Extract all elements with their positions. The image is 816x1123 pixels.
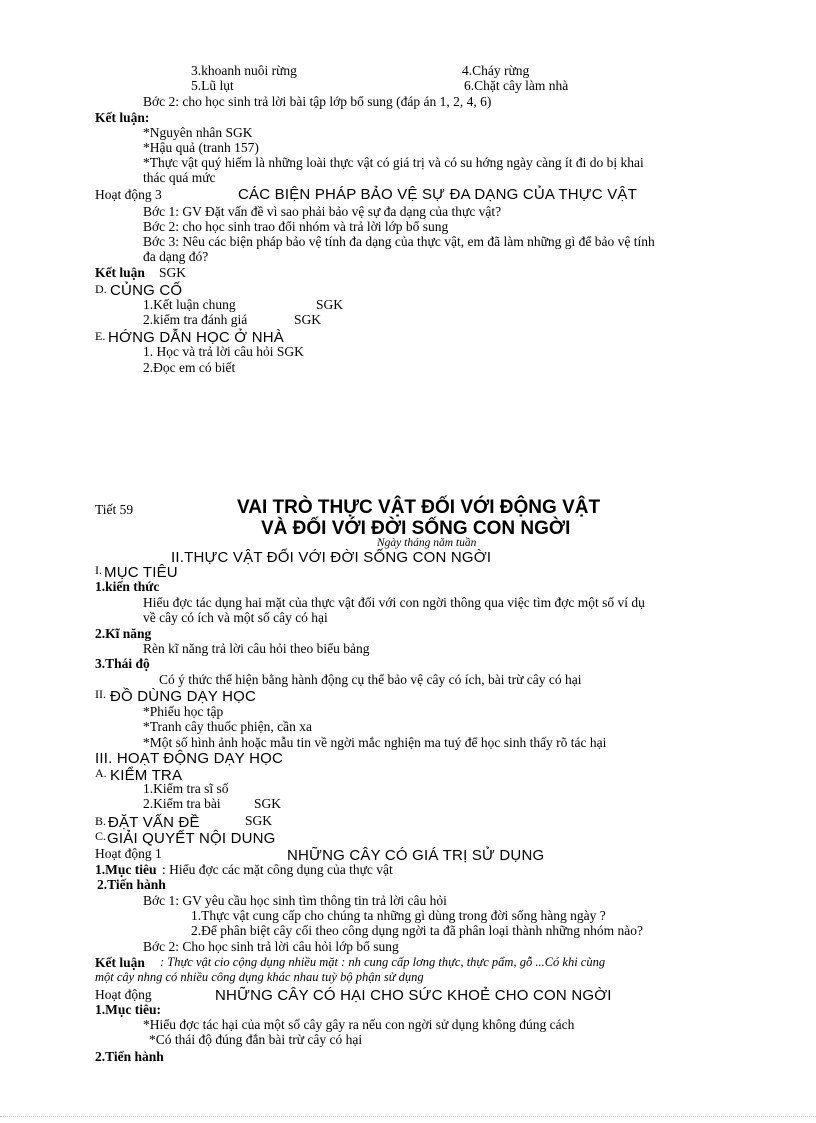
text-line: thác quá mức xyxy=(143,170,216,185)
text-line: đa dạng đó? xyxy=(143,249,209,264)
activity-title: CÁC BIỆN PHÁP BẢO VỆ SỰ ĐA DẠNG CỦA THỰC VẬT xyxy=(238,186,637,203)
section-prefix: C. xyxy=(95,829,107,843)
section-label: Kết luận: xyxy=(95,110,150,125)
activity-label: Hoạt động 3 xyxy=(95,187,162,202)
activity-title: NHỮNG CÂY CÓ HẠI CHO SỨC KHOẺ CHO CON NGỜI xyxy=(215,987,612,1004)
text-line: 1.Thực vật cung cấp cho chúng ta những gì dùng trong đời sống hàng ngày ? xyxy=(191,908,606,923)
text-line: 1.Kiểm tra sĩ số xyxy=(143,781,229,796)
section-label: Kết luận xyxy=(95,955,145,970)
text-line: 1.Kết luận chung xyxy=(143,297,236,312)
text-line: SGK xyxy=(294,312,322,327)
text-line: Bớc 1: GV Đặt vấn đề vì sao phải bảo vệ sự đa dạng của thực vật? xyxy=(143,204,502,219)
activity-label: Hoạt động xyxy=(95,987,152,1002)
text-line: *Có thái độ đúng đắn bài trừ cây có hại xyxy=(149,1032,363,1047)
text-line: Bớc 2: Cho học sinh trả lời câu hỏi lớp bổ sung xyxy=(143,939,399,954)
lesson-title: VÀ ĐỐI VỚI ĐỜI SỐNG CON NGỜI xyxy=(261,518,571,539)
text-line: 4.Cháy rừng xyxy=(462,63,530,78)
section-heading: GIẢI QUYẾT NỘI DUNG xyxy=(107,830,276,847)
section-heading: KIỂM TRA xyxy=(110,767,183,784)
text-line: : Hiểu đợc các mặt công dụng của thực vật xyxy=(162,862,393,877)
section-prefix: E. xyxy=(95,329,106,343)
subsection-label: 2.Tiến hành xyxy=(95,1049,164,1064)
date-line: Ngày tháng năm tuần xyxy=(377,537,477,549)
text-line: *Hậu quả (tranh 157) xyxy=(143,140,259,155)
text-line: Bớc 3: Nêu các biện pháp bảo vệ tính đa dạng của thực vật, em đã làm những gì để bảo vệ tính xyxy=(143,234,655,249)
text-line: *Phiếu học tập xyxy=(143,704,224,719)
text-line: Bớc 2: cho học sinh trao đổi nhóm và trả lời lớp bổ sung xyxy=(143,219,449,234)
section-heading: HỚNG DẪN HỌC Ở NHÀ xyxy=(108,329,284,346)
subsection-label: 1.Mục tiêu xyxy=(95,862,157,877)
text-line: một cây nhng có nhiều công dụng khác nhau tuỳ bộ phận sử dụng xyxy=(95,970,424,984)
section-prefix: I. xyxy=(95,563,102,577)
text-line: 2.Để phân biệt cây cối theo công dụng ngời ta đã phân loại thành những nhóm nào? xyxy=(191,923,643,938)
subsection-label: 2.Kĩ năng xyxy=(95,626,152,641)
text-line: SGK xyxy=(316,297,344,312)
section-prefix: D. xyxy=(95,282,107,296)
section-heading: III. HOẠT ĐỘNG DẠY HỌC xyxy=(95,750,284,767)
text-line: *Hiểu đợc tác hại của một số cây gây ra nếu con ngời sử dụng không đúng cách xyxy=(143,1017,575,1032)
lesson-title: VAI TRÒ THỰC VẬT ĐỐI VỚI ĐỘNG VẬT xyxy=(237,497,601,518)
subsection-label: 2.Tiến hành xyxy=(97,877,166,892)
section-heading: ĐẶT VẤN ĐỀ xyxy=(108,814,200,831)
section-prefix: II. xyxy=(95,687,106,701)
text-line: Rèn kĩ năng trả lời câu hỏi theo biểu bảng xyxy=(143,641,370,656)
lesson-number: Tiết 59 xyxy=(95,502,134,517)
subsection-label: 1.kiến thức xyxy=(95,579,160,594)
section-heading: CỦNG CỐ xyxy=(110,282,183,299)
text-line: *Tranh cây thuốc phiện, cần xa xyxy=(143,719,312,734)
text-line: Hiểu đợc tác dụng hai mặt của thực vật đối với con ngời thông qua việc tìm đợc một số ví dụ xyxy=(143,595,645,610)
section-heading: ĐỒ DÙNG DẠY HỌC xyxy=(110,688,257,705)
section-prefix: B. xyxy=(95,814,107,828)
text-line: *Một số hình ảnh hoặc mẫu tin về ngời mắc nghiện ma tuý để học sinh thấy rõ tác hại xyxy=(143,735,607,750)
text-line: 2.Đọc em có biết xyxy=(143,360,236,375)
section-label: Kết luận xyxy=(95,265,145,280)
text-line: 2.Kiểm tra bài xyxy=(143,796,221,811)
activity-label: Hoạt động 1 xyxy=(95,846,162,861)
text-line: 6.Chặt cây làm nhà xyxy=(464,78,569,93)
text-line: *Nguyên nhân SGK xyxy=(143,125,253,140)
section-prefix: A. xyxy=(95,766,107,780)
section-heading: MỤC TIÊU xyxy=(104,564,178,581)
text-line: 3.khoanh nuôi rừng xyxy=(191,63,297,78)
text-line: SGK xyxy=(159,265,187,280)
text-line: Bớc 2: cho học sinh trả lời bài tập lớp bổ sung (đáp án 1, 2, 4, 6) xyxy=(143,94,492,109)
text-line: 5.Lũ lụt xyxy=(191,78,234,93)
subtitle: II.THỰC VẬT ĐỐI VỚI ĐỜI SỐNG CON NGỜI xyxy=(171,549,492,566)
text-line: Bớc 1: GV yêu cầu học sinh tìm thông tin trả lời câu hỏi xyxy=(143,893,447,908)
text-line: 2.kiểm tra đánh giá xyxy=(143,312,248,327)
text-line: SGK xyxy=(254,796,282,811)
text-line: : Thực vật cio cộng dụng nhiều mặt : nh cung cấp lơng thực, thực pẩm, gỗ ...Có khi cùng xyxy=(160,955,606,969)
page-bottom-rule xyxy=(0,1116,816,1117)
text-line: *Thực vật quý hiếm là những loài thực vật có giá trị và có su hớng ngày càng ít đi do bị khai xyxy=(143,155,644,170)
text-line: SGK xyxy=(245,813,273,828)
text-line: về cây có ích và một số cây có hại xyxy=(143,610,328,625)
text-line: Có ý thức thể hiện bằng hành động cụ thể bảo vệ cây có ích, bài trừ cây có hại xyxy=(159,672,582,687)
text-line: 1. Học và trả lời câu hỏi SGK xyxy=(143,344,304,359)
subsection-label: 1.Mục tiêu: xyxy=(95,1002,161,1017)
activity-title: NHỮNG CÂY CÓ GIÁ TRỊ SỬ DỤNG xyxy=(287,847,545,864)
subsection-label: 3.Thái độ xyxy=(95,656,150,671)
